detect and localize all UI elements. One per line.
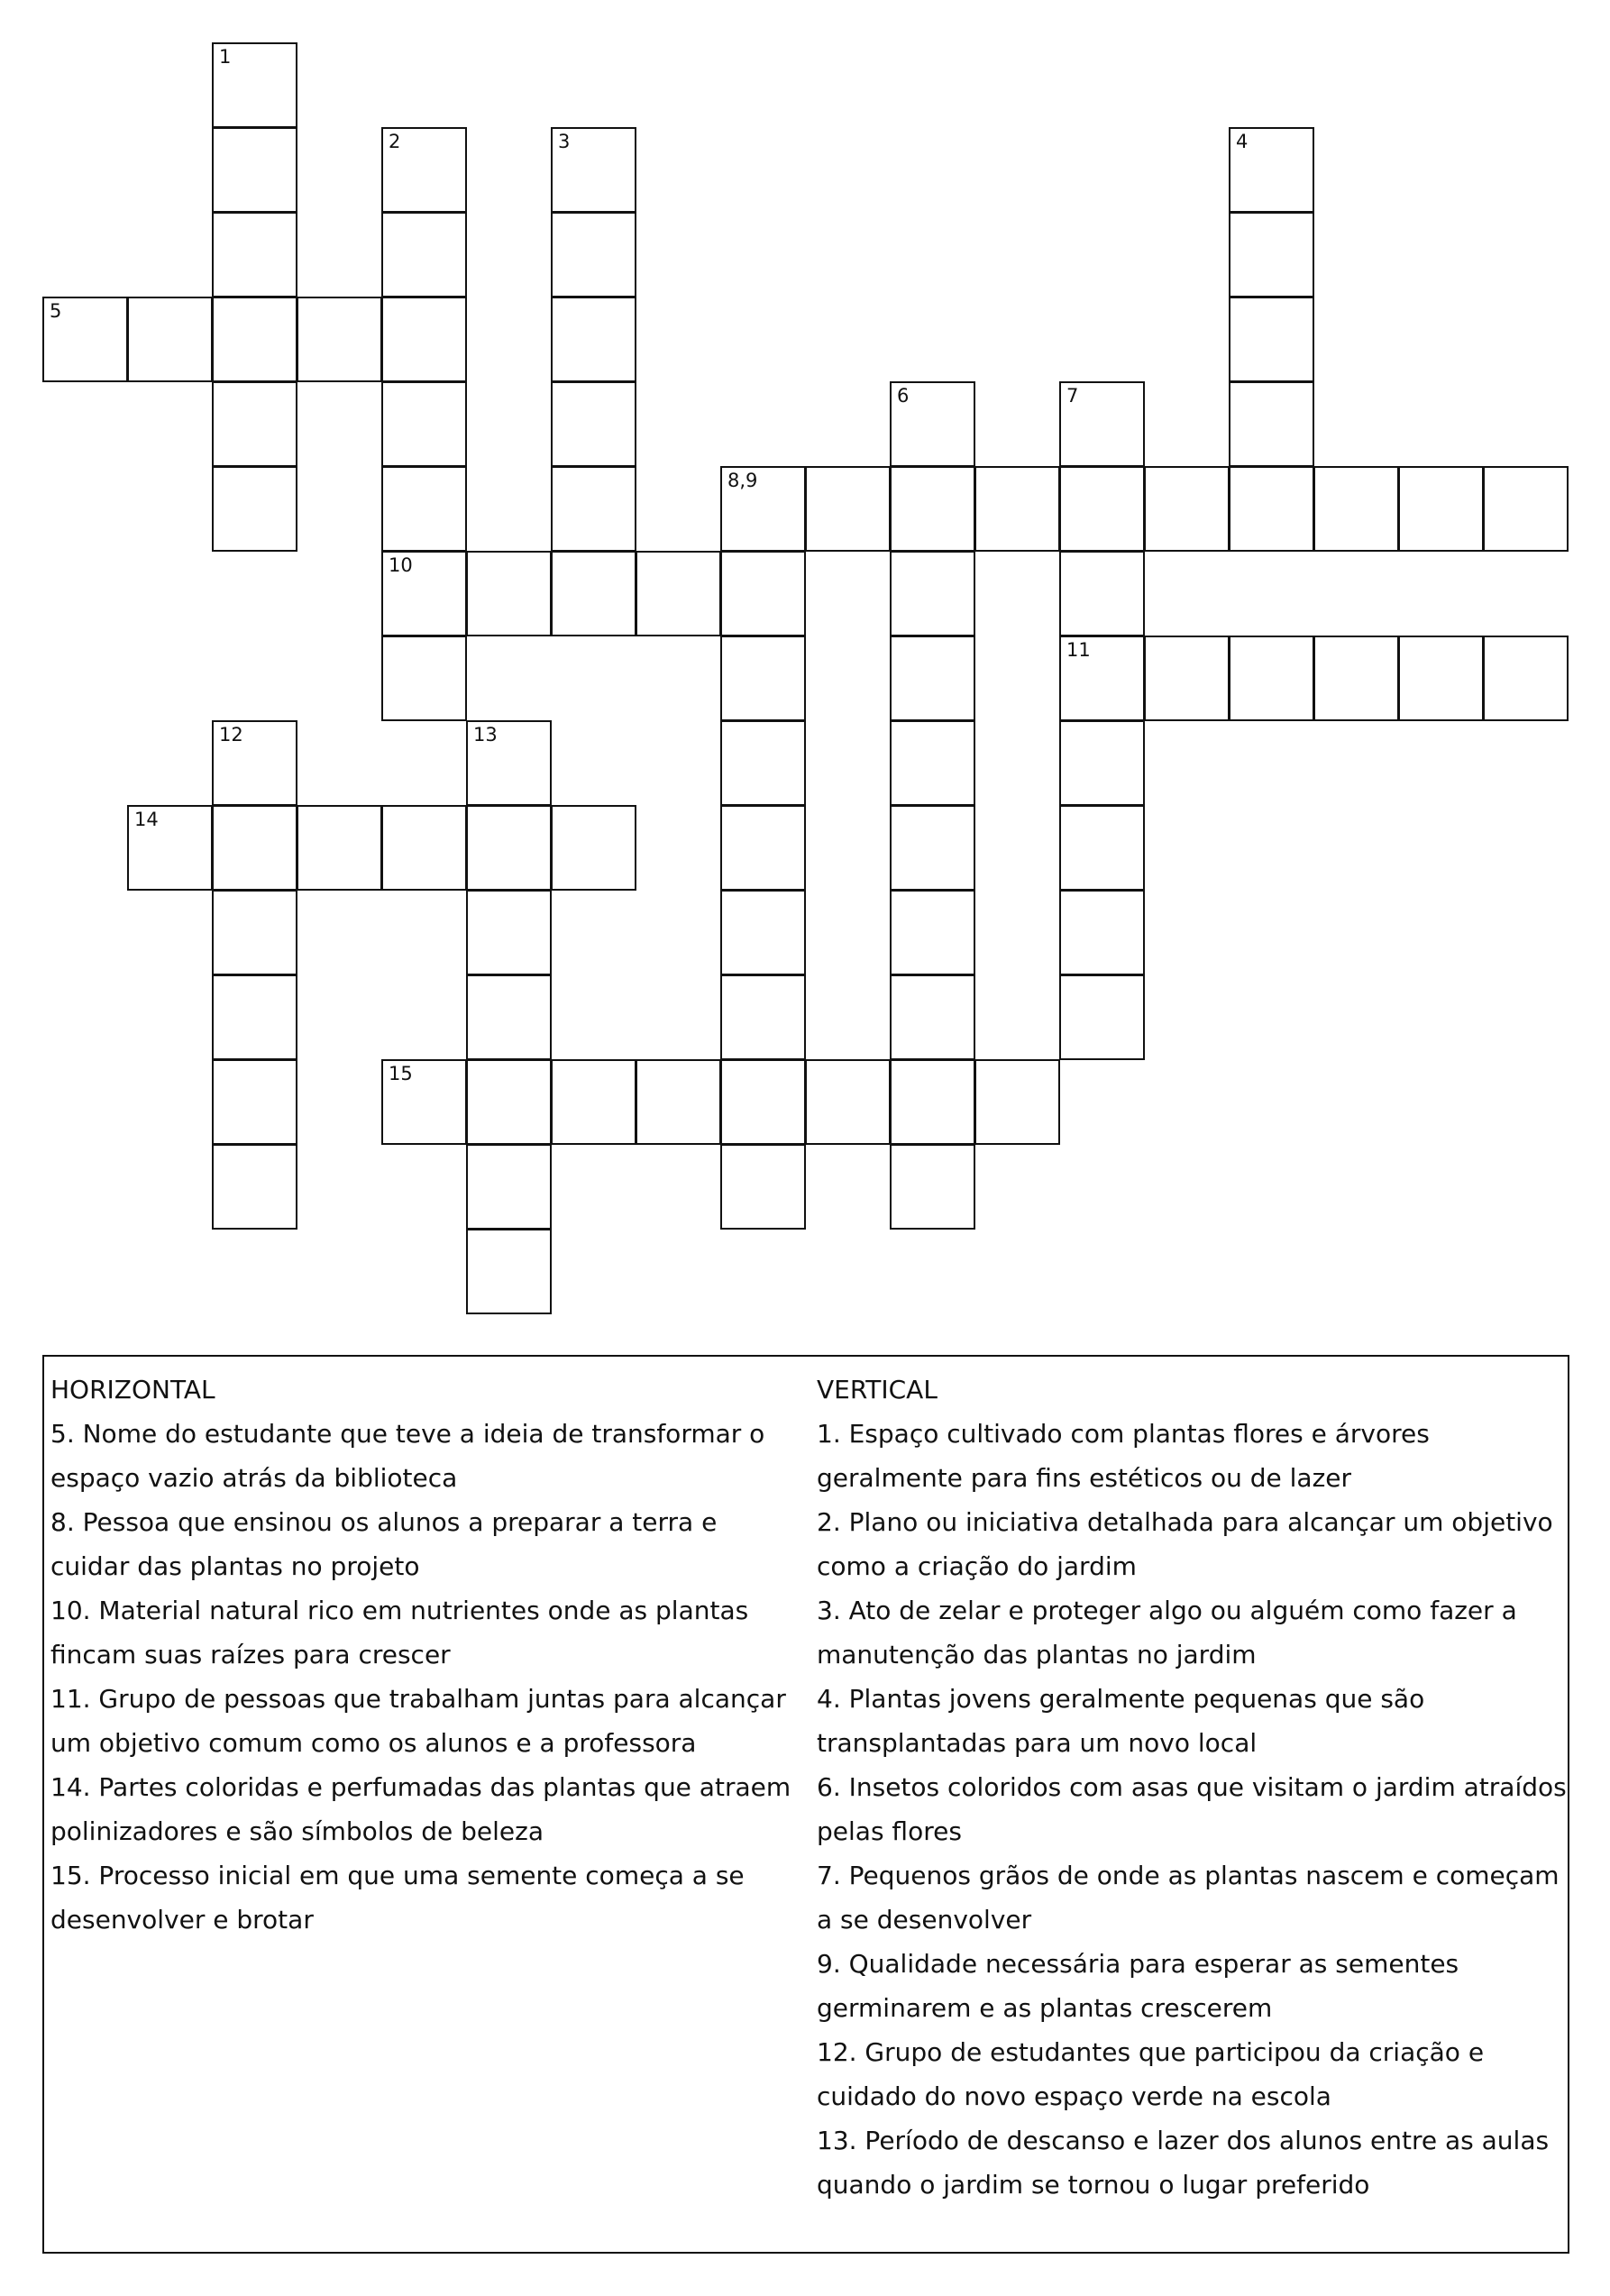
vertical-clue: 2. Plano ou iniciativa detalhada para alcançar um objetivo como a criação do jardim (817, 1507, 1553, 1581)
vertical-clues (817, 1368, 1567, 2207)
crossword-cell[interactable] (212, 381, 297, 467)
clue-number: 11 (1066, 639, 1091, 661)
crossword-cell[interactable] (212, 297, 297, 382)
vertical-clue-list (817, 1412, 1567, 2207)
crossword-cell[interactable] (1144, 466, 1230, 552)
crossword-cell[interactable] (127, 297, 213, 382)
crossword-cell[interactable] (466, 1229, 552, 1314)
clue-number: 3 (558, 131, 571, 152)
crossword-cell[interactable] (551, 297, 636, 382)
crossword-cell[interactable] (1144, 636, 1230, 721)
crossword-cell[interactable] (636, 1059, 721, 1145)
crossword-cell[interactable] (1059, 466, 1145, 552)
crossword-cell[interactable] (1059, 551, 1145, 636)
crossword-cell[interactable] (1483, 466, 1569, 552)
crossword-cell[interactable] (1229, 636, 1314, 721)
crossword-cell[interactable] (212, 212, 297, 297)
crossword-cell[interactable] (212, 1059, 297, 1145)
horizontal-clue: 5. Nome do estudante que teve a ideia de transformar o espaço vazio atrás da biblioteca (50, 1419, 765, 1493)
crossword-cell[interactable] (297, 805, 382, 891)
crossword-cell[interactable] (720, 890, 806, 975)
crossword-cell[interactable] (1059, 720, 1145, 806)
crossword-cell[interactable] (381, 805, 467, 891)
crossword-cell[interactable] (466, 805, 552, 891)
crossword-cell[interactable] (636, 551, 721, 636)
crossword-cell[interactable] (381, 297, 467, 382)
crossword-cell[interactable] (890, 466, 975, 552)
crossword-cell[interactable] (720, 636, 806, 721)
crossword-cell[interactable] (551, 466, 636, 552)
crossword-cell[interactable] (466, 890, 552, 975)
crossword-cell[interactable] (890, 551, 975, 636)
crossword-cell[interactable] (466, 551, 552, 636)
crossword-cell[interactable] (466, 1144, 552, 1230)
horizontal-clue: 14. Partes coloridas e perfumadas das plantas que atraem polinizadores e são símbolos de beleza (50, 1772, 791, 1846)
clue-number: 13 (473, 724, 498, 746)
crossword-cell[interactable] (890, 636, 975, 721)
crossword-cell[interactable] (1059, 805, 1145, 891)
crossword-cell[interactable] (1229, 297, 1314, 382)
crossword-cell[interactable] (466, 720, 552, 806)
crossword-cell[interactable] (1229, 127, 1314, 213)
crossword-cell[interactable] (212, 1144, 297, 1230)
crossword-cell[interactable] (212, 890, 297, 975)
crossword-cell[interactable] (551, 381, 636, 467)
crossword-cell[interactable] (551, 212, 636, 297)
crossword-cell[interactable] (551, 551, 636, 636)
crossword-cell[interactable] (381, 636, 467, 721)
horizontal-clue: 8. Pessoa que ensinou os alunos a preparar a terra e cuidar das plantas no projeto (50, 1507, 718, 1581)
horizontal-clue: 10. Material natural rico em nutrientes onde as plantas fincam suas raízes para crescer (50, 1596, 749, 1669)
horizontal-title: HORIZONTAL (50, 1375, 215, 1404)
crossword-cell[interactable] (1313, 466, 1399, 552)
crossword-cell[interactable] (1059, 381, 1145, 467)
vertical-clue: 4. Plantas jovens geralmente pequenas que são transplantadas para um novo local (817, 1684, 1425, 1758)
crossword-cell[interactable] (1229, 466, 1314, 552)
crossword-cell[interactable] (212, 466, 297, 552)
crossword-cell[interactable] (212, 42, 297, 128)
crossword-cell[interactable] (1059, 636, 1145, 721)
clue-number: 2 (389, 131, 401, 152)
vertical-title: VERTICAL (817, 1375, 938, 1404)
crossword-cell[interactable] (1059, 974, 1145, 1060)
crossword-cell[interactable] (1229, 381, 1314, 467)
crossword-cell[interactable] (890, 381, 975, 467)
clue-number: 7 (1066, 385, 1079, 407)
crossword-cell[interactable] (551, 805, 636, 891)
crossword-cell[interactable] (212, 127, 297, 213)
crossword-cell[interactable] (974, 1059, 1060, 1145)
clue-number: 8,9 (727, 470, 758, 491)
crossword-cell[interactable] (1229, 212, 1314, 297)
clue-number: 10 (389, 554, 413, 576)
crossword-cell[interactable] (805, 1059, 891, 1145)
clue-number: 4 (1236, 131, 1249, 152)
crossword-cell[interactable] (381, 381, 467, 467)
crossword-cell[interactable] (1483, 636, 1569, 721)
crossword-cell[interactable] (974, 466, 1060, 552)
vertical-clue: 13. Período de descanso e lazer dos alunos entre as aulas quando o jardim se tornou o lugar preferido (817, 2126, 1550, 2200)
crossword-cell[interactable] (720, 720, 806, 806)
vertical-clue: 9. Qualidade necessária para esperar as sementes germinarem e as plantas crescerem (817, 1949, 1459, 2023)
vertical-clue: 12. Grupo de estudantes que participou da criação e cuidado do novo espaço verde na escola (817, 2037, 1485, 2111)
horizontal-clues (50, 1368, 803, 1942)
crossword-cell[interactable] (212, 805, 297, 891)
crossword-cell[interactable] (1398, 466, 1484, 552)
crossword-cell[interactable] (381, 551, 467, 636)
horizontal-clue: 15. Processo inicial em que uma semente começa a se desenvolver e brotar (50, 1861, 745, 1935)
clues-box (42, 1355, 1569, 2254)
crossword-cell[interactable] (720, 1144, 806, 1230)
horizontal-clue: 11. Grupo de pessoas que trabalham juntas para alcançar um objetivo comum como os alunos e a professora (50, 1684, 786, 1758)
clue-number: 6 (897, 385, 910, 407)
vertical-clue: 6. Insetos coloridos com asas que visitam o jardim atraídos pelas flores (817, 1772, 1567, 1846)
crossword-cell[interactable] (381, 127, 467, 213)
crossword-cell[interactable] (42, 297, 128, 382)
crossword-cell[interactable] (720, 466, 806, 552)
crossword-cell[interactable] (212, 974, 297, 1060)
clue-number: 14 (134, 809, 159, 830)
crossword-cell[interactable] (805, 466, 891, 552)
crossword-cell[interactable] (466, 1059, 552, 1145)
crossword-cell[interactable] (1059, 890, 1145, 975)
crossword-cell[interactable] (297, 297, 382, 382)
crossword-cell[interactable] (720, 805, 806, 891)
crossword-cell[interactable] (890, 890, 975, 975)
crossword-cell[interactable] (720, 551, 806, 636)
clue-number: 12 (219, 724, 243, 746)
crossword-cell[interactable] (1398, 636, 1484, 721)
crossword-cell[interactable] (890, 805, 975, 891)
crossword-cell[interactable] (381, 212, 467, 297)
crossword-cell[interactable] (466, 974, 552, 1060)
crossword-cell[interactable] (720, 1059, 806, 1145)
clue-number: 15 (389, 1063, 413, 1084)
crossword-cell[interactable] (551, 127, 636, 213)
crossword-cell[interactable] (1313, 636, 1399, 721)
crossword-cell[interactable] (381, 1059, 467, 1145)
crossword-cell[interactable] (890, 1144, 975, 1230)
clue-number: 1 (219, 46, 232, 68)
horizontal-clue-list (50, 1412, 803, 1942)
vertical-clue: 1. Espaço cultivado com plantas flores e árvores geralmente para fins estéticos ou de lazer (817, 1419, 1430, 1493)
vertical-clue: 3. Ato de zelar e proteger algo ou alguém como fazer a manutenção das plantas no jardim (817, 1596, 1517, 1669)
crossword-cell[interactable] (212, 720, 297, 806)
crossword-cell[interactable] (551, 1059, 636, 1145)
crossword-cell[interactable] (720, 974, 806, 1060)
crossword-cell[interactable] (381, 466, 467, 552)
crossword-cell[interactable] (890, 720, 975, 806)
crossword-cell[interactable] (890, 1059, 975, 1145)
crossword-cell[interactable] (127, 805, 213, 891)
vertical-clue: 7. Pequenos grãos de onde as plantas nascem e começam a se desenvolver (817, 1861, 1560, 1935)
crossword-cell[interactable] (890, 974, 975, 1060)
clue-number: 5 (50, 300, 62, 322)
